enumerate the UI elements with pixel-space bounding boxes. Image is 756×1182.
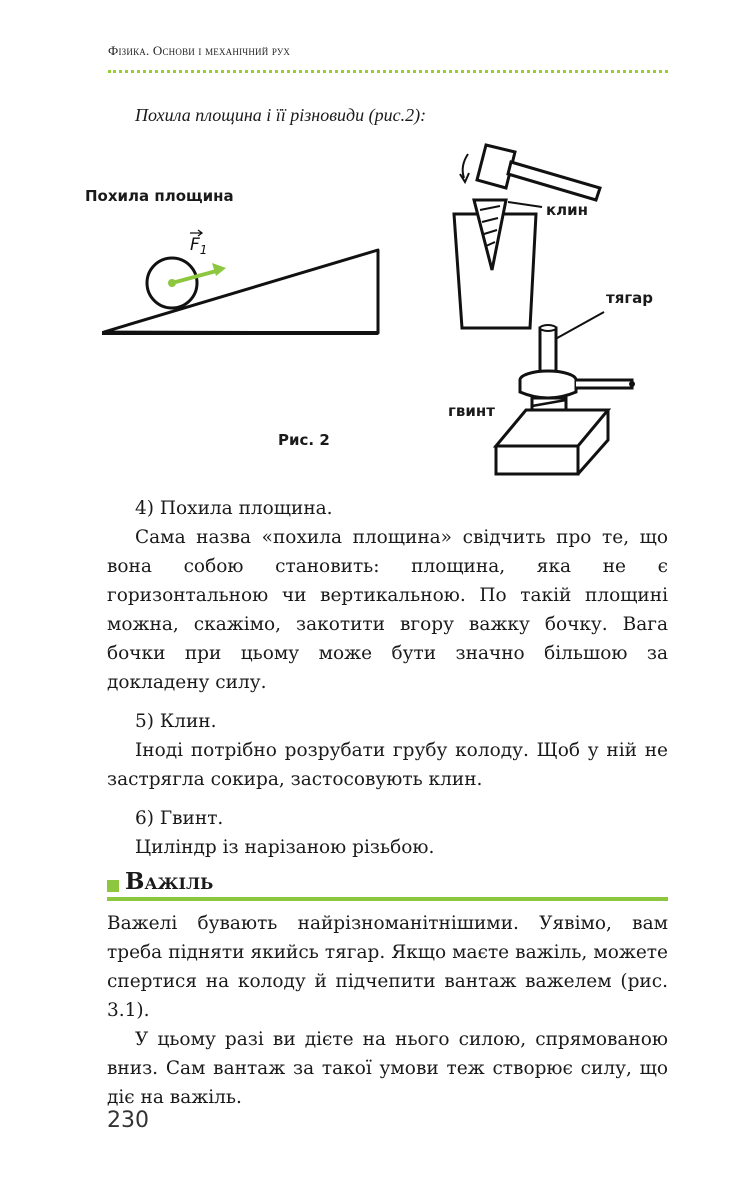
item-inclined-plane-title: 4) Похила площина. [135, 498, 333, 519]
hammer-handle [508, 162, 600, 200]
rod-shaft [540, 328, 556, 376]
figure-intro: Похила площина і її різновиди (рис.2): [135, 105, 427, 125]
lever-paragraph-2: У цьому разі ви дієте на нього силою, спрямованою вниз. Сам вантаж за такої умови теж створює силу, що діє на важіль. [107, 1029, 668, 1108]
press-lever [576, 380, 632, 388]
hammer-motion-arrow [463, 154, 468, 178]
section-title: Важіль [125, 868, 214, 895]
section-underline [107, 897, 668, 901]
label-rod: тягар [606, 289, 654, 307]
page-number: 230 [107, 1108, 149, 1133]
force-label: $F_1$ [190, 235, 208, 257]
header-divider [108, 70, 668, 73]
item-screw-text: Циліндр із нарізаною різьбою. [135, 837, 435, 858]
section-bullet [107, 880, 119, 892]
item-wedge-title: 5) Клин. [135, 711, 217, 732]
body-text-upper [107, 494, 668, 862]
press-base [496, 410, 608, 446]
label-wedge: клин [546, 201, 589, 219]
section-heading [107, 868, 668, 902]
running-header: Фізика. Основи і механічний рух [108, 43, 291, 58]
label-screw: гвинт [448, 402, 495, 420]
lever-paragraph-1: Важелі бувають найрізноманітнішими. Уявімо, вам треба підняти якийсь тягар. Якщо маєте важіль, можете спертися на колоду й підчепити вантаж важелем (рис. 3.1). [107, 913, 668, 1021]
body-text-lower [107, 909, 668, 1112]
item-wedge-text: Іноді потрібно розрубати грубу колоду. Щоб у ній не застрягла сокира, застосовують клин. [107, 740, 668, 790]
force-arrowhead [212, 263, 226, 276]
item-screw-title: 6) Гвинт. [135, 808, 224, 829]
label-inclined-plane: Похила площина [85, 187, 234, 205]
figure-number: Рис. 2 [278, 431, 330, 449]
item-inclined-plane-text: Сама назва «похила площина» свідчить про те, що вона собою становить: площина, яка не є горизонтальною чи вертикальною. По такій площині можна, скажімо, закотити вгору важку бочку. Вага бочки при цьому може бути значно більшою за докладену силу. [107, 527, 668, 693]
figure-simple-machines [80, 140, 680, 485]
inclined-plane-shape [104, 250, 378, 333]
